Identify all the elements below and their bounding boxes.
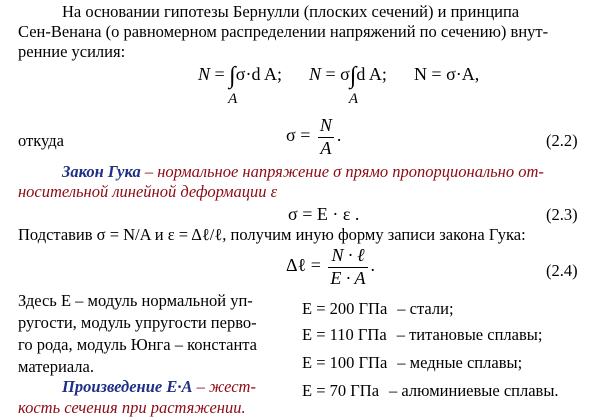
modulus-value: E = 70 ГПа (302, 381, 380, 400)
modulus-value: E = 200 ГПа (302, 299, 388, 318)
integral-symbol-1: ∫ A (228, 63, 238, 107)
intro-line-2: Сен-Венана (о равномерном распределении напряжений по сечению) внут- (18, 22, 549, 41)
formula1-part3: N = σ·A, (413, 64, 480, 85)
substitution-line: Подставив σ = N/A и ε = Δℓ/ℓ, получим иную форму записи закона Гука: (18, 225, 526, 244)
modulus-value: E = 100 ГПа (302, 353, 388, 372)
formula1-n2: N (308, 64, 321, 85)
modulus-row (302, 325, 542, 345)
fraction4-den: E · A (330, 267, 366, 288)
hooke-law-line-1 (62, 162, 544, 182)
stiffness-line-2: кость сечения при растяжении. (18, 398, 246, 417)
modulus-value: E = 110 ГПа (302, 325, 387, 344)
modulus-text-line-3: го рода, модуль Юнга – константа (18, 335, 258, 354)
formula1-body1: σ·d A; (235, 64, 282, 85)
hooke-law-title: Закон Гука (62, 162, 141, 181)
fraction4-num: N · ℓ (331, 245, 365, 265)
intro-line-1: На основании гипотезы Бернулли (плоских сечений) и принципа (62, 2, 520, 21)
formula2-tail: . (336, 125, 342, 146)
otkuda-label: откуда (18, 131, 64, 150)
equation-number-2-2: (2.2) (546, 131, 578, 150)
fraction-n-over-a (318, 115, 334, 159)
modulus-text-line-2: ругости, модуль упругости перво- (18, 313, 257, 332)
formula4-lhs: Δℓ = (286, 255, 321, 276)
stiffness-text-1: – жест- (192, 377, 256, 396)
modulus-text-line-1: Здесь E – модуль нормальной уп- (18, 291, 253, 310)
formula1-eq1: = (214, 64, 225, 85)
formula4-tail: . (370, 255, 376, 276)
formula-sigma (286, 115, 341, 159)
stiffness-title: Произведение E·A (62, 377, 193, 396)
formula2-lhs: σ = (286, 125, 311, 146)
hooke-law-line-2: носительной линейной деформации ε (18, 182, 278, 201)
formula1-n1: N (198, 64, 211, 85)
formula-elongation (286, 245, 375, 289)
modulus-row (302, 353, 522, 373)
formula-hooke: σ = E · ε . (288, 204, 360, 224)
integral-symbol-2: ∫ A (348, 63, 359, 107)
equation-number-2-4: (2.4) (546, 261, 578, 280)
fraction-den: A (318, 137, 334, 160)
modulus-material: – медные сплавы; (397, 353, 523, 372)
fraction-num: N (319, 115, 332, 135)
modulus-material: – стали; (397, 299, 454, 318)
hooke-law-text-1: – нормальное напряжение σ прямо пропорционально от- (140, 162, 544, 181)
modulus-material: – алюминиевые сплавы. (389, 381, 559, 400)
fraction-nl-over-ea (328, 245, 367, 289)
equation-number-2-3: (2.3) (546, 205, 578, 224)
modulus-material: – титановые сплавы; (396, 325, 543, 344)
intro-line-3: ренние усилия: (18, 42, 126, 61)
formula1-body2: d A; (356, 64, 387, 85)
modulus-row (302, 299, 454, 319)
stiffness-line-1 (62, 377, 256, 397)
modulus-text-line-4: материала. (18, 357, 94, 376)
formula-internal-forces (198, 63, 480, 107)
modulus-row (302, 381, 559, 401)
formula1-eq2: = σ (325, 64, 350, 85)
